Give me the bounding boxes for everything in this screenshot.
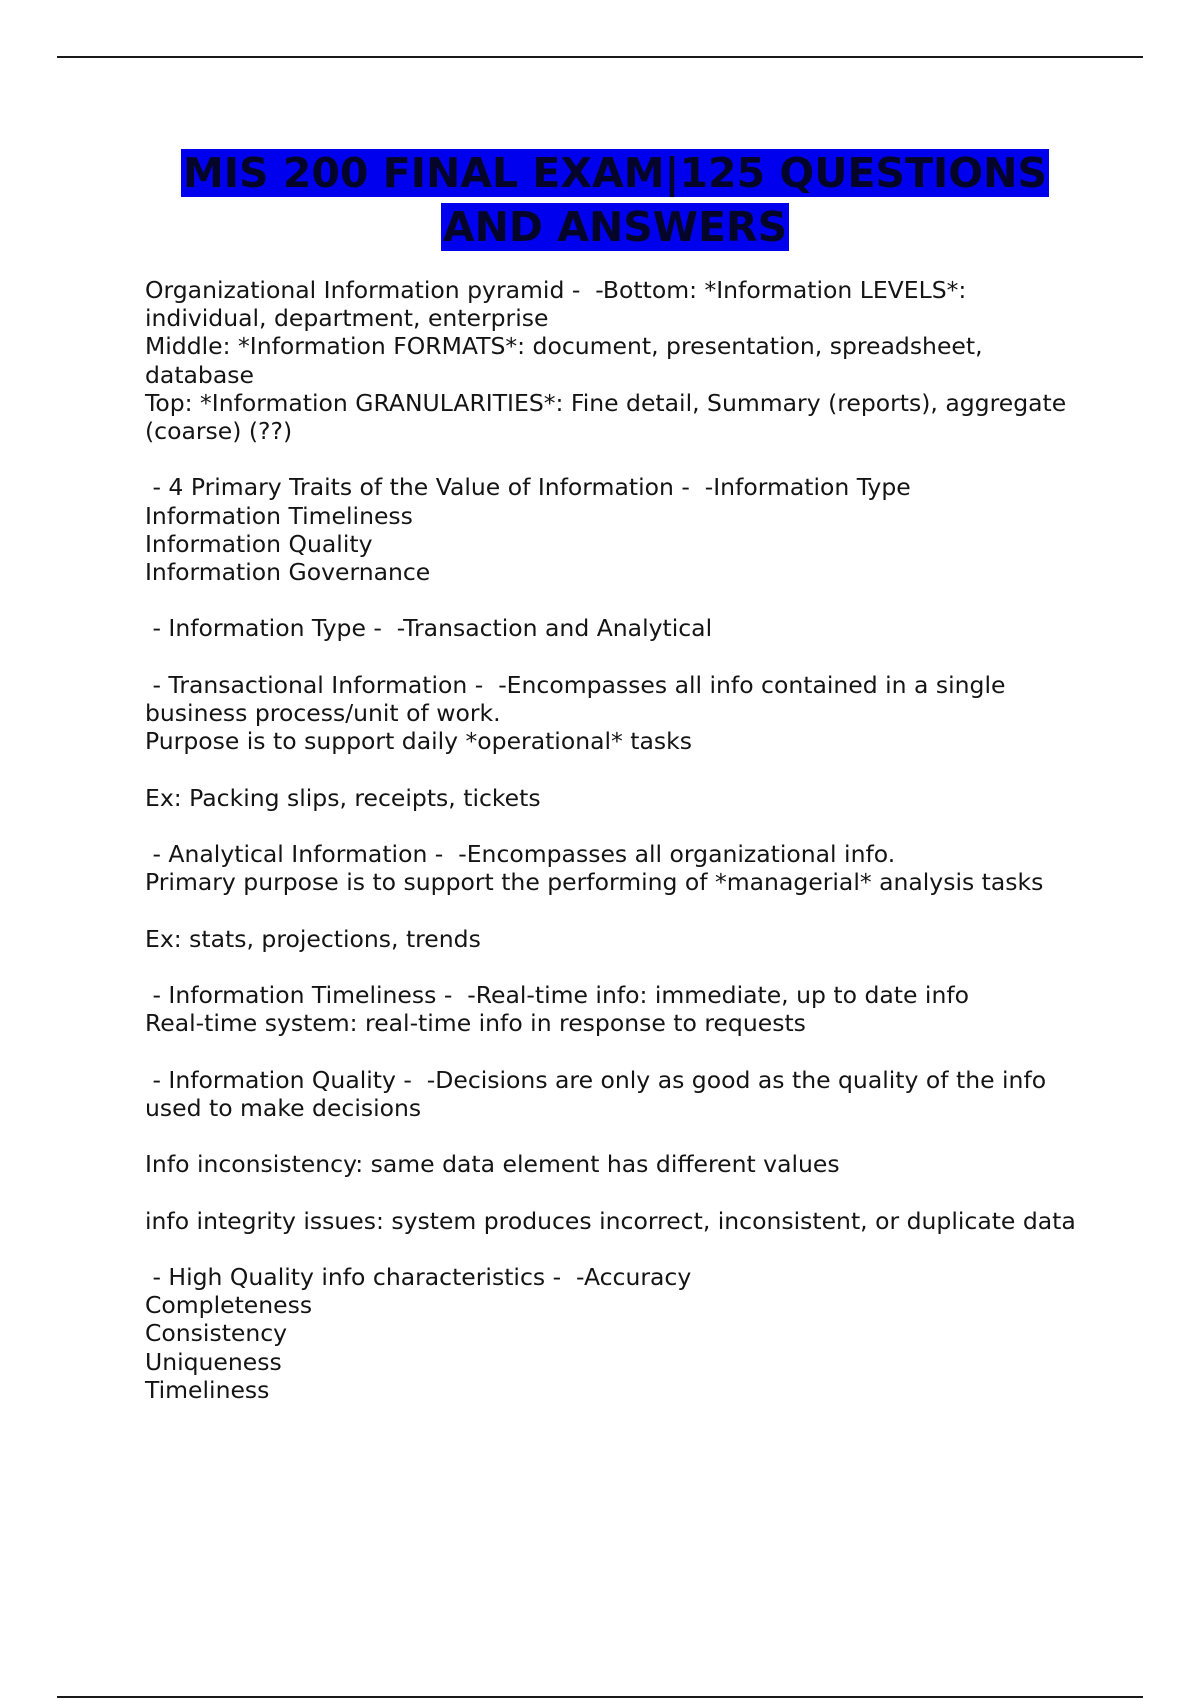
qa-entry <box>145 784 1085 812</box>
qa-line: Information Governance <box>145 558 431 587</box>
qa-line: Information Quality <box>145 529 373 558</box>
qa-line: Middle: *Information FORMATS*: document, presentation, spreadsheet, database <box>145 332 991 389</box>
qa-line: Ex: Packing slips, receipts, tickets <box>145 783 541 812</box>
qa-line: - 4 Primary Traits of the Value of Information - -Information Type <box>145 473 911 502</box>
qa-line: Info inconsistency: same data element has different values <box>145 1150 840 1179</box>
qa-entry <box>145 614 1085 642</box>
title-line-1: MIS 200 FINAL EXAM|125 QUESTIONS <box>182 149 1047 197</box>
document-title <box>140 146 1090 254</box>
footer-rule <box>57 1696 1143 1698</box>
qa-line: info integrity issues: system produces incorrect, inconsistent, or duplicate data <box>145 1206 1076 1235</box>
qa-entry <box>145 276 1085 445</box>
qa-line: Timeliness <box>145 1375 270 1404</box>
qa-entry <box>145 840 1085 896</box>
qa-entry <box>145 1263 1085 1404</box>
qa-line: - Analytical Information - -Encompasses all organizational info. <box>145 839 896 868</box>
qa-entry <box>145 925 1085 953</box>
qa-line: - Information Quality - -Decisions are only as good as the quality of the info used to make decisions <box>145 1065 1054 1122</box>
title-line-2: AND ANSWERS <box>442 203 788 251</box>
document-body <box>145 276 1085 1432</box>
header-rule <box>57 56 1143 58</box>
qa-line: Uniqueness <box>145 1347 282 1376</box>
qa-line: Top: *Information GRANULARITIES*: Fine detail, Summary (reports), aggregate (coarse) (??) <box>145 388 1074 446</box>
qa-line: Primary purpose is to support the performing of *managerial* analysis tasks <box>145 868 1044 897</box>
qa-line: Organizational Information pyramid - -Bottom: *Information LEVELS*: individual, department, enterprise <box>145 276 974 333</box>
qa-entry <box>145 473 1085 586</box>
qa-line: Purpose is to support daily *operational* tasks <box>145 727 692 756</box>
qa-entry <box>145 1150 1085 1178</box>
qa-line: - Information Type - -Transaction and Analytical <box>145 614 713 643</box>
qa-line: Completeness <box>145 1291 313 1320</box>
qa-entry <box>145 1066 1085 1122</box>
qa-line: - Information Timeliness - -Real-time info: immediate, up to date info <box>145 980 969 1009</box>
qa-entry <box>145 981 1085 1037</box>
qa-line: Consistency <box>145 1319 288 1348</box>
qa-line: Real-time system: real-time info in response to requests <box>145 1009 806 1038</box>
qa-line: Ex: stats, projections, trends <box>145 924 481 953</box>
qa-entry <box>145 1207 1085 1235</box>
qa-line: Information Timeliness <box>145 501 413 530</box>
qa-entry <box>145 671 1085 756</box>
qa-line: - Transactional Information - -Encompasses all info contained in a single business process/unit of work. <box>145 670 1013 727</box>
qa-line: - High Quality info characteristics - -Accuracy <box>145 1262 692 1291</box>
